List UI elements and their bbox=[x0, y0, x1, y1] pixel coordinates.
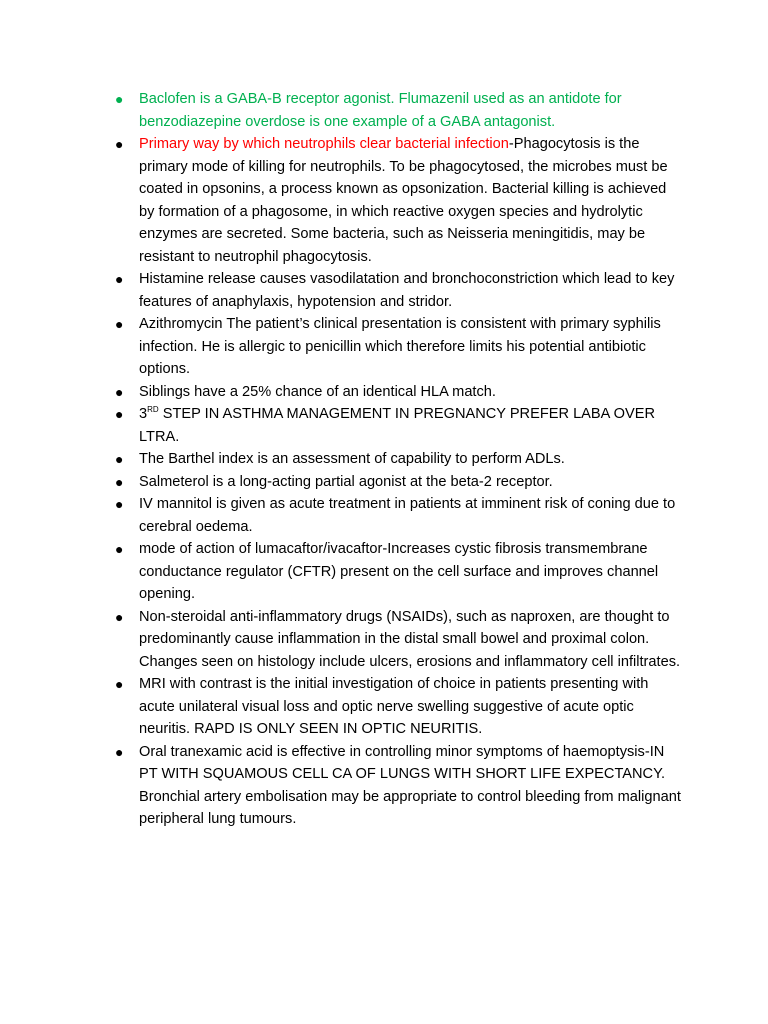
list-item-azithromycin bbox=[112, 313, 682, 381]
list-item-baclofen bbox=[112, 88, 682, 133]
list-item-neutrophils bbox=[112, 133, 682, 268]
list-item-tranexamic-acid bbox=[112, 741, 682, 831]
bullet-icon: ● bbox=[115, 406, 124, 422]
bullet-icon: ● bbox=[115, 496, 124, 512]
list-item-text: The Barthel index is an assessment of capability to perform ADLs. bbox=[139, 451, 565, 467]
list-item-text: Non-steroidal anti-inflammatory drugs (NSAIDs), such as naproxen, are thought to predominantly cause inflammation in the distal small bowel and proximal colon. Changes seen on histology include ulcers, erosions and inflammatory cell infiltrates. bbox=[139, 608, 681, 670]
list-item-text: STEP IN ASTHMA MANAGEMENT IN PREGNANCY PREFER LABA OVER LTRA. bbox=[139, 406, 655, 445]
bullet-icon: ● bbox=[115, 473, 124, 490]
list-item-text: mode of action of lumacaftor/ivacaftor-Increases cystic fibrosis transmembrane conductance regulator (CFTR) present on the cell surface and improves channel opening. bbox=[139, 541, 659, 602]
list-item-text: Siblings have a 25% chance of an identical HLA match. bbox=[139, 383, 496, 400]
bullet-icon: ● bbox=[115, 271, 124, 287]
bullet-icon: ● bbox=[115, 451, 124, 467]
list-item-text: Baclofen is a GABA-B receptor agonist. Flumazenil used as an antidote for benzodiazepine overdose is one example of a GABA antagonist. bbox=[139, 91, 622, 130]
bullet-icon: ● bbox=[115, 316, 124, 332]
list-item-text: Azithromycin The patient’s clinical presentation is consistent with primary syphilis infection. He is allergic to penicillin which therefore limits his potential antibiotic options. bbox=[139, 316, 661, 377]
list-item-histamine bbox=[112, 268, 682, 313]
bullet-icon: ● bbox=[115, 136, 124, 152]
list-item-heading: Primary way by which neutrophils clear bacterial infection bbox=[139, 136, 509, 152]
list-item-salmeterol bbox=[112, 471, 682, 494]
bullet-icon: ● bbox=[115, 541, 124, 557]
list-item-nsaids bbox=[112, 606, 682, 674]
bullet-icon: ● bbox=[115, 608, 124, 625]
list-item-lumacaftor bbox=[112, 538, 682, 606]
bullet-icon: ● bbox=[115, 743, 124, 760]
list-item-text: Salmeterol is a long-acting partial agonist at the beta-2 receptor. bbox=[139, 473, 553, 490]
list-item-text: MRI with contrast is the initial investigation of choice in patients presenting with acute unilateral visual loss and optic nerve swelling suggestive of acute optic neuritis. RAPD IS ONLY SEEN IN OPTIC NEURITIS. bbox=[139, 676, 649, 737]
list-item-text: Oral tranexamic acid is effective in controlling minor symptoms of haemoptysis-IN PT WITH SQUAMOUS CELL CA OF LUNGS WITH SHORT LIFE EXPECTANCY. Bronchial artery embolisation may be appropriate to control bleeding from malignant peripheral lung tumours. bbox=[139, 743, 681, 827]
list-item-text: IV mannitol is given as acute treatment in patients at imminent risk of coning due to cerebral oedema. bbox=[139, 496, 676, 535]
bullet-icon: ● bbox=[115, 676, 124, 692]
list-item-text: -Phagocytosis is the primary mode of killing for neutrophils. To be phagocytosed, the microbes must be coated in opsonins, a process known as opsonization. Bacterial killing is achieved by formation of a phagosome, in which reactive oxygen species and hydrolytic enzymes are secreted. Some bacteria, such as Neisseria meningitidis, may be resistant to neutrophil phagocytosis. bbox=[139, 136, 668, 265]
list-item-asthma-pregnancy bbox=[112, 403, 682, 448]
list-item-superscript: RD bbox=[147, 405, 159, 415]
bullet-icon: ● bbox=[115, 383, 124, 400]
list-item-barthel bbox=[112, 448, 682, 471]
bullet-list bbox=[112, 88, 682, 831]
list-item-number: 3 bbox=[139, 406, 148, 422]
list-item-siblings-hla bbox=[112, 381, 682, 404]
list-item-mannitol bbox=[112, 493, 682, 538]
list-item-text: Histamine release causes vasodilatation and bronchoconstriction which lead to key features of anaphylaxis, hypotension and stridor. bbox=[139, 271, 675, 310]
list-item-optic-neuritis bbox=[112, 673, 682, 741]
bullet-icon: ● bbox=[115, 91, 124, 107]
